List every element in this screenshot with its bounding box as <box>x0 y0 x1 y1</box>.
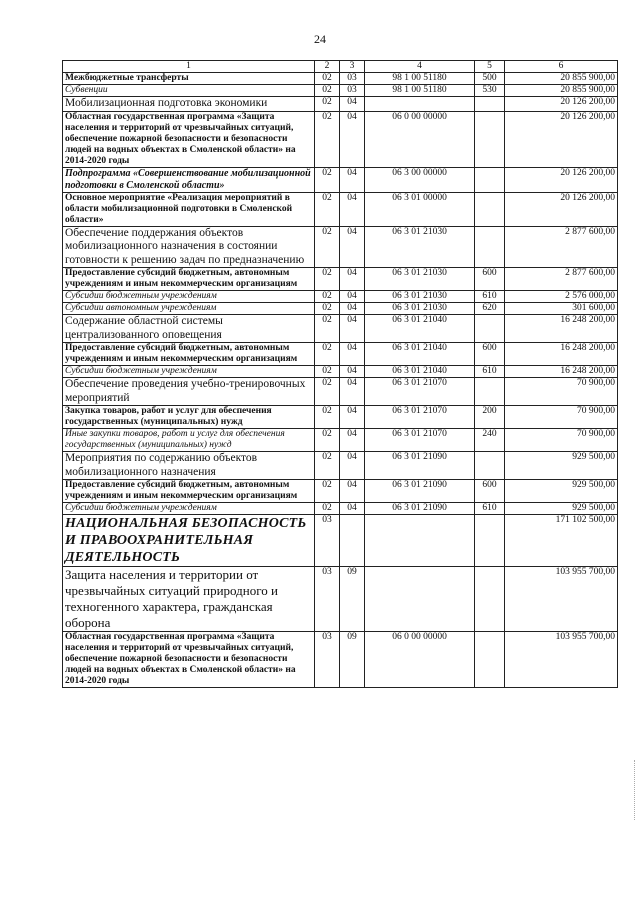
table-header-row <box>63 61 618 73</box>
expense-type-cell <box>475 167 505 192</box>
row-name-cell: Защита населения и территории от чрезвычайных ситуаций природного и техногенного характера, гражданская оборона <box>63 567 315 632</box>
amount-cell: 20 126 200,00 <box>505 167 618 192</box>
table-row <box>63 366 618 378</box>
section-code-cell: 02 <box>315 85 340 97</box>
target-article-cell: 06 3 00 00000 <box>365 167 475 192</box>
table-row <box>63 111 618 167</box>
section-code-cell: 02 <box>315 226 340 268</box>
table-row <box>63 291 618 303</box>
row-name-cell: Обеспечение проведения учебно-тренировочных мероприятий <box>63 378 315 406</box>
subsection-code-cell <box>340 515 365 567</box>
row-name-cell: Межбюджетные трансферты <box>63 73 315 85</box>
row-name-cell: Обеспечение поддержания объектов мобилизационного назначения в состоянии готовности к решению задач по предназначению <box>63 226 315 268</box>
expense-type-cell: 610 <box>475 291 505 303</box>
amount-cell: 20 126 200,00 <box>505 97 618 112</box>
subsection-code-cell: 04 <box>340 452 365 480</box>
row-name-cell: Субсидии бюджетным учреждениям <box>63 291 315 303</box>
target-article-cell <box>365 567 475 632</box>
expense-type-cell <box>475 97 505 112</box>
expense-type-cell <box>475 515 505 567</box>
expense-type-cell: 610 <box>475 366 505 378</box>
subsection-code-cell: 09 <box>340 567 365 632</box>
subsection-code-cell: 04 <box>340 303 365 315</box>
section-code-cell: 02 <box>315 291 340 303</box>
section-code-cell: 02 <box>315 503 340 515</box>
section-code-cell: 03 <box>315 567 340 632</box>
row-name-cell: Предоставление субсидий бюджетным, автономным учреждениям и иным некоммерческим организациям <box>63 343 315 366</box>
section-code-cell: 02 <box>315 167 340 192</box>
expense-type-cell: 240 <box>475 429 505 452</box>
table-row <box>63 303 618 315</box>
table-row <box>63 167 618 192</box>
amount-cell: 16 248 200,00 <box>505 343 618 366</box>
target-article-cell: 06 3 01 21040 <box>365 315 475 343</box>
expense-type-cell <box>475 632 505 688</box>
subsection-code-cell: 04 <box>340 315 365 343</box>
amount-cell: 2 877 600,00 <box>505 226 618 268</box>
amount-cell: 20 855 900,00 <box>505 85 618 97</box>
section-code-cell: 02 <box>315 429 340 452</box>
header-col-3: 3 <box>340 61 365 73</box>
section-code-cell: 02 <box>315 111 340 167</box>
section-code-cell: 02 <box>315 303 340 315</box>
amount-cell: 70 900,00 <box>505 378 618 406</box>
subsection-code-cell: 09 <box>340 632 365 688</box>
subsection-code-cell: 04 <box>340 226 365 268</box>
row-name-cell: Предоставление субсидий бюджетным, автономным учреждениям и иным некоммерческим организациям <box>63 268 315 291</box>
subsection-code-cell: 03 <box>340 85 365 97</box>
subsection-code-cell: 04 <box>340 167 365 192</box>
header-col-4: 4 <box>365 61 475 73</box>
section-code-cell: 02 <box>315 315 340 343</box>
table-body <box>63 73 618 688</box>
expense-type-cell <box>475 192 505 226</box>
table-row <box>63 85 618 97</box>
table-row <box>63 343 618 366</box>
row-name-cell: Мероприятия по содержанию объектов мобилизационного назначения <box>63 452 315 480</box>
header-col-1: 1 <box>63 61 315 73</box>
subsection-code-cell: 04 <box>340 291 365 303</box>
target-article-cell: 06 3 01 21040 <box>365 366 475 378</box>
expense-type-cell: 500 <box>475 73 505 85</box>
target-article-cell: 06 3 01 21040 <box>365 343 475 366</box>
target-article-cell <box>365 515 475 567</box>
expense-type-cell <box>475 315 505 343</box>
row-name-cell: Подпрограмма «Совершенствование мобилизационной подготовки в Смоленской области» <box>63 167 315 192</box>
expense-type-cell: 530 <box>475 85 505 97</box>
expense-type-cell: 600 <box>475 343 505 366</box>
amount-cell: 20 855 900,00 <box>505 73 618 85</box>
target-article-cell: 06 3 01 21090 <box>365 503 475 515</box>
target-article-cell: 06 3 01 21090 <box>365 480 475 503</box>
section-code-cell: 02 <box>315 480 340 503</box>
table-row <box>63 97 618 112</box>
subsection-code-cell: 04 <box>340 480 365 503</box>
section-code-cell: 02 <box>315 452 340 480</box>
budget-table <box>62 60 618 688</box>
amount-cell: 20 126 200,00 <box>505 111 618 167</box>
amount-cell: 301 600,00 <box>505 303 618 315</box>
target-article-cell: 06 3 01 21090 <box>365 452 475 480</box>
amount-cell: 16 248 200,00 <box>505 366 618 378</box>
expense-type-cell: 620 <box>475 303 505 315</box>
section-code-cell: 02 <box>315 192 340 226</box>
table-row <box>63 73 618 85</box>
row-name-cell: Закупка товаров, работ и услуг для обеспечения государственных (муниципальных) нужд <box>63 406 315 429</box>
table-row <box>63 515 618 567</box>
section-code-cell: 03 <box>315 632 340 688</box>
row-name-cell: Субсидии автономным учреждениям <box>63 303 315 315</box>
table-row <box>63 315 618 343</box>
amount-cell: 103 955 700,00 <box>505 632 618 688</box>
table-row <box>63 567 618 632</box>
target-article-cell: 06 0 00 00000 <box>365 111 475 167</box>
row-name-cell: Основное мероприятие «Реализация мероприятий в области мобилизационной подготовки в Смоленской области» <box>63 192 315 226</box>
section-code-cell: 03 <box>315 515 340 567</box>
amount-cell: 70 900,00 <box>505 429 618 452</box>
amount-cell: 20 126 200,00 <box>505 192 618 226</box>
expense-type-cell <box>475 567 505 632</box>
row-name-cell: Субвенции <box>63 85 315 97</box>
table-row <box>63 503 618 515</box>
target-article-cell: 06 3 01 00000 <box>365 192 475 226</box>
target-article-cell: 06 3 01 21030 <box>365 303 475 315</box>
target-article-cell: 06 3 01 21070 <box>365 429 475 452</box>
row-name-cell: Областная государственная программа «Защита населения и территорий от чрезвычайных ситуаций, обеспечение пожарной безопасности и безопасности людей на водных объектах в Смоленской области» на 2014-2020 годы <box>63 632 315 688</box>
subsection-code-cell: 04 <box>340 503 365 515</box>
expense-type-cell <box>475 111 505 167</box>
expense-type-cell: 610 <box>475 503 505 515</box>
expense-type-cell: 200 <box>475 406 505 429</box>
header-col-6: 6 <box>505 61 618 73</box>
row-name-cell: Областная государственная программа «Защита населения и территорий от чрезвычайных ситуаций, обеспечение пожарной безопасности и безопасности людей на водных объектах в Смоленской области» на 2014-2020 годы <box>63 111 315 167</box>
subsection-code-cell: 04 <box>340 429 365 452</box>
row-name-cell: Субсидии бюджетным учреждениям <box>63 366 315 378</box>
amount-cell: 929 500,00 <box>505 480 618 503</box>
amount-cell: 70 900,00 <box>505 406 618 429</box>
section-code-cell: 02 <box>315 378 340 406</box>
subsection-code-cell: 03 <box>340 73 365 85</box>
target-article-cell: 06 3 01 21030 <box>365 268 475 291</box>
expense-type-cell: 600 <box>475 480 505 503</box>
subsection-code-cell: 04 <box>340 192 365 226</box>
row-name-cell: Мобилизационная подготовка экономики <box>63 97 315 112</box>
target-article-cell: 06 0 00 00000 <box>365 632 475 688</box>
amount-cell: 929 500,00 <box>505 452 618 480</box>
section-code-cell: 02 <box>315 406 340 429</box>
subsection-code-cell: 04 <box>340 111 365 167</box>
header-col-2: 2 <box>315 61 340 73</box>
target-article-cell: 06 3 01 21070 <box>365 378 475 406</box>
table-row <box>63 452 618 480</box>
row-name-cell: Предоставление субсидий бюджетным, автономным учреждениям и иным некоммерческим организациям <box>63 480 315 503</box>
page-number: 24 <box>314 32 326 46</box>
table-row <box>63 406 618 429</box>
subsection-code-cell: 04 <box>340 97 365 112</box>
row-name-cell: Содержание областной системы централизованного оповещения <box>63 315 315 343</box>
amount-cell: 103 955 700,00 <box>505 567 618 632</box>
table-row <box>63 480 618 503</box>
table-row <box>63 192 618 226</box>
section-code-cell: 02 <box>315 366 340 378</box>
subsection-code-cell: 04 <box>340 378 365 406</box>
amount-cell: 2 576 000,00 <box>505 291 618 303</box>
target-article-cell: 98 1 00 51180 <box>365 73 475 85</box>
table-row <box>63 429 618 452</box>
target-article-cell: 06 3 01 21030 <box>365 291 475 303</box>
section-code-cell: 02 <box>315 343 340 366</box>
target-article-cell: 06 3 01 21030 <box>365 226 475 268</box>
expense-type-cell <box>475 452 505 480</box>
table-row <box>63 226 618 268</box>
section-code-cell: 02 <box>315 97 340 112</box>
amount-cell: 2 877 600,00 <box>505 268 618 291</box>
target-article-cell <box>365 97 475 112</box>
table-row <box>63 268 618 291</box>
target-article-cell: 98 1 00 51180 <box>365 85 475 97</box>
subsection-code-cell: 04 <box>340 406 365 429</box>
section-code-cell: 02 <box>315 268 340 291</box>
row-name-cell: НАЦИОНАЛЬНАЯ БЕЗОПАСНОСТЬ И ПРАВООХРАНИТЕЛЬНАЯ ДЕЯТЕЛЬНОСТЬ <box>63 515 315 567</box>
table-row <box>63 378 618 406</box>
expense-type-cell <box>475 226 505 268</box>
subsection-code-cell: 04 <box>340 343 365 366</box>
amount-cell: 171 102 500,00 <box>505 515 618 567</box>
expense-type-cell: 600 <box>475 268 505 291</box>
table-row <box>63 632 618 688</box>
header-col-5: 5 <box>475 61 505 73</box>
margin-marks <box>634 760 637 820</box>
row-name-cell: Иные закупки товаров, работ и услуг для обеспечения государственных (муниципальных) нужд <box>63 429 315 452</box>
expense-type-cell <box>475 378 505 406</box>
row-name-cell: Субсидии бюджетным учреждениям <box>63 503 315 515</box>
subsection-code-cell: 04 <box>340 268 365 291</box>
subsection-code-cell: 04 <box>340 366 365 378</box>
section-code-cell: 02 <box>315 73 340 85</box>
amount-cell: 929 500,00 <box>505 503 618 515</box>
amount-cell: 16 248 200,00 <box>505 315 618 343</box>
target-article-cell: 06 3 01 21070 <box>365 406 475 429</box>
